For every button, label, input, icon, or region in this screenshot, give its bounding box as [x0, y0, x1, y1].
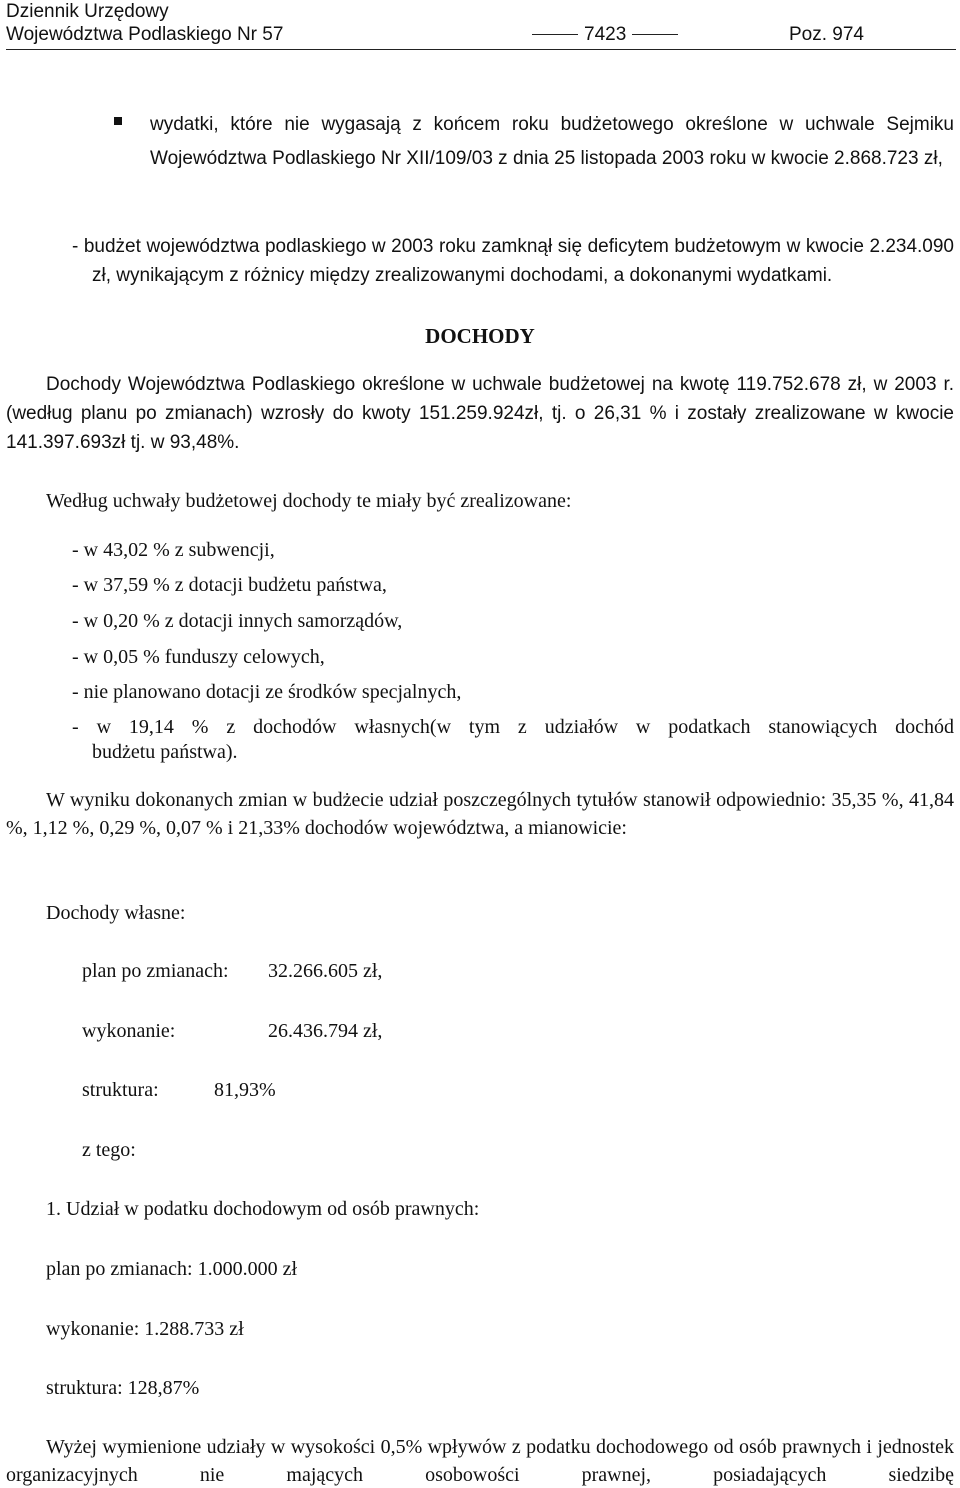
plan-intro-paragraph: Według uchwały budżetowej dochody te miały być zrealizowane: — [46, 490, 572, 512]
item-1-structure: struktura: 128,87% — [46, 1377, 200, 1399]
structure-paragraph: W wyniku dokonanych zmian w budżecie udział poszczególnych tytułów stanowił odpowiednio: 35,35 %, 41,84 %, 1,12 %, 0,29 %, 0,07 % i 21,33% dochodów województwa, a mianowicie: — [6, 789, 954, 839]
own-income-heading: Dochody własne: — [46, 902, 186, 924]
structure-value: 81,93% — [214, 1079, 276, 1101]
position-number: Poz. 974 — [789, 24, 864, 45]
structure-label: struktura: — [82, 1079, 159, 1101]
page-header — [6, 0, 956, 50]
list-item: budżetu państwa). — [92, 741, 238, 763]
list-item: - w 19,14 % z dochodów własnych(w tym z udziałów w podatkach stanowiących dochód — [72, 716, 954, 738]
dash-right — [632, 34, 678, 35]
journal-issue: Województwa Podlaskiego Nr 57 — [6, 24, 284, 45]
item-1-execution: wykonanie: 1.288.733 zł — [46, 1318, 244, 1340]
execution-value: 26.436.794 zł, — [268, 1020, 383, 1042]
section-title: DOCHODY — [425, 324, 535, 348]
item-1-title: 1. Udział w podatku dochodowym od osób prawnych: — [46, 1198, 480, 1220]
list-item: - w 0,20 % z dotacji innych samorządów, — [72, 610, 403, 632]
list-item: - w 37,59 % z dotacji budżetu państwa, — [72, 574, 387, 596]
income-paragraph: Dochody Województwa Podlaskiego określone w uchwale budżetowej na kwotę 119.752.678 zł, w 2003 r. (według planu po zmianach) wzrosły do kwoty 151.259.924zł, tj. o 26,31 % i zostały zrealizowane w kwocie 141.397.693zł tj. w 93,48%. — [6, 374, 954, 453]
page-number-text: 7423 — [584, 24, 627, 45]
bullet-paragraph: wydatki, które nie wygasają z końcem roku budżetowego określone w uchwale Sejmiku Województwa Podlaskiego Nr XII/109/03 z dnia 25 listopada 2003 roku w kwocie 2.868.723 zł, — [150, 114, 954, 169]
journal-title: Dziennik Urzędowy — [6, 1, 169, 22]
plan-value: 32.266.605 zł, — [268, 960, 383, 982]
list-item: - w 0,05 % funduszy celowych, — [72, 646, 325, 668]
list-item: - w 43,02 % z subwencji, — [72, 539, 275, 561]
item-1-plan: plan po zmianach: 1.000.000 zł — [46, 1258, 298, 1280]
plan-label: plan po zmianach: — [82, 960, 229, 982]
square-bullet-icon — [114, 117, 122, 125]
deficit-paragraph: - budżet województwa podlaskiego w 2003 roku zamknął się deficytem budżetowym w kwocie 2.234.090 zł, wynikającym z różnicy między zrealizowanymi dochodami, a dokonanymi wydatkami. — [72, 236, 954, 286]
page-number — [526, 24, 684, 46]
execution-label: wykonanie: — [82, 1020, 176, 1042]
closing-paragraph: Wyżej wymienione udziały w wysokości 0,5% wpływów z podatku dochodowego od osób prawnych i jednostek organizacyjnych nie mających osobowości prawnej, posiadających siedzibę — [6, 1436, 954, 1486]
of-which-label: z tego: — [82, 1139, 136, 1161]
list-item: - nie planowano dotacji ze środków specjalnych, — [72, 681, 462, 703]
dash-left — [532, 34, 578, 35]
